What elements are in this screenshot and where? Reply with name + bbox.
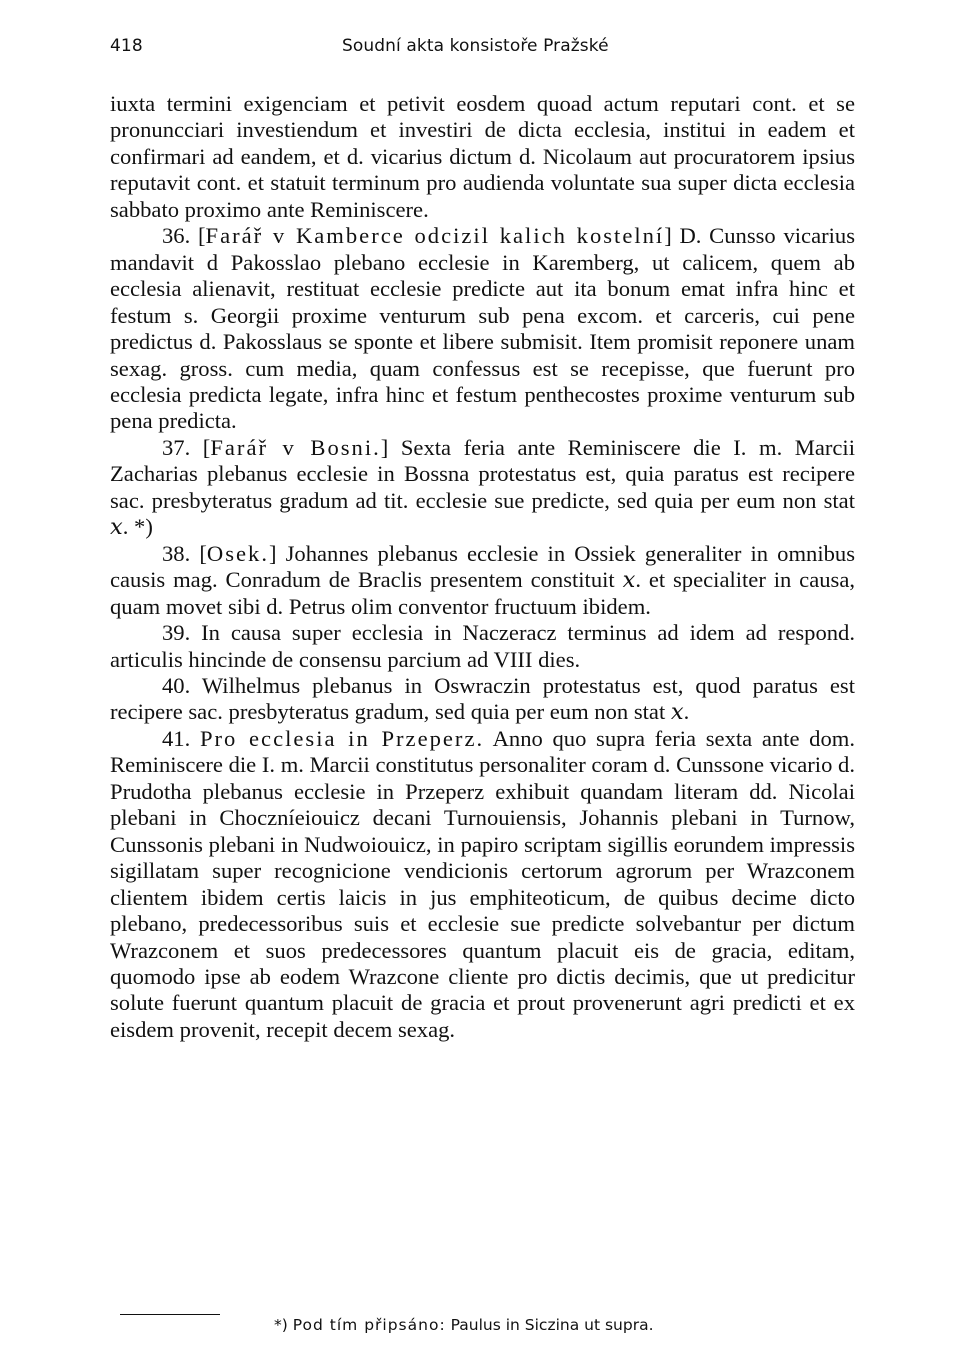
- abbreviation-symbol: 𝑥: [110, 514, 123, 540]
- heading-bracket: [: [197, 223, 206, 249]
- footnote-rule: [120, 1314, 220, 1315]
- entry-number: 41.: [162, 725, 191, 751]
- entry-text: Anno quo supra feria sexta ante dom. Reminiscere die I. m. Marcii constitutus personaliter coram d. Cunssone vicario d. Prudotha plebanus ecclesie in Przeperz exhibuit quandam literam dd. Nicolai plebani in Choczníeiouicz decani Turnouiensis, Johannis plebani in Turnow, Cunssonis plebani in Nudwoiouicz, in papiro scriptam sigillis eorundem impressis sigillatam super recognicione vendicionis certorum agrorum per Wrazconem clientem ibidem certis laicis in jus emphiteoticum, de quibus decime dicto plebano, predecessoribus suis et ecclesie sue predicte solvebantur per dictum Wrazconem et suos predecessores quantum placuit eis de gracia, editam, quomodo ipse ab eodem Wrazcone cliente pro dictis decimis, que ut predicitur solute fuerunt quantum placuit de gracia et prout provenerunt agri predicti et ex eisdem provenit, recepit decem sexag.: [110, 725, 855, 1042]
- abbreviation-symbol: 𝑥: [670, 699, 684, 725]
- entry-number: 37.: [162, 434, 191, 460]
- entry-number: 36.: [162, 223, 191, 249]
- footnote: [274, 1315, 894, 1335]
- entry-number: 38.: [162, 540, 191, 566]
- entry-41: [110, 726, 855, 1043]
- entry-text: D. Cunsso vicarius mandavit d Pakosslao plebano ecclesie in Karemberg, ut calicem, quem ab ecclesia alienavit, restituat ecclesie predicte aut ita bonum emat infra hinc et festum s. Georgii proxime venturum sub pena excom. et carceris, cui pene predictus d. Pakosslaus se sponte et libere submisit. Item promisit reponere unam sexag. gross. cum media, quam confessus est se recepisse, que fuerunt pro ecclesia predicta legate, infra hinc et festum penthecostes proxime venturum sub pena predicta.: [110, 223, 855, 434]
- entry-heading: Farář v Kamberce odcizil kalich kostelní: [205, 223, 665, 249]
- page-number: 418: [110, 36, 143, 56]
- heading-bracket: ]: [380, 434, 389, 460]
- heading-bracket: ]: [268, 540, 277, 566]
- entry-heading: Osek.: [206, 540, 269, 566]
- entry-39: [110, 620, 855, 673]
- entry-text: Sexta feria ante Reminiscere die I. m. Marcii Zacharias plebanus ecclesie in Bossna protestatus est, quia paratus est recipere sac. presbyteratus gradum ad tit. ecclesie sue predicte, sed quia per eum non stat: [110, 434, 855, 513]
- entry-number: 39.: [162, 620, 191, 646]
- footnote-mark: *): [274, 1316, 288, 1334]
- heading-bracket: [: [199, 540, 207, 566]
- entry-38: [110, 541, 855, 620]
- entry-text: In causa super ecclesia in Naczeracz terminus ad idem ad respond. articulis hincinde de consensu parcium ad VIII dies.: [110, 620, 856, 672]
- footnote-reference: . *): [122, 514, 153, 540]
- entry-text: Wilhelmus plebanus in Oswraczin protestatus est, quod paratus est recipere sac. presbyteratus gradum, sed quia per eum non stat: [110, 672, 855, 725]
- entry-text-continued: . et specialiter in causa, quam movet sibi d. Petrus olim conventor fructuum ibidem.: [110, 567, 856, 619]
- document-page: [110, 36, 856, 1334]
- entry-number: 40.: [162, 672, 191, 698]
- abbreviation-symbol: 𝑥: [622, 567, 636, 593]
- running-title: Soudní akta konsistoře Pražské: [342, 36, 609, 56]
- entry-36: [110, 223, 855, 435]
- entry-heading: Pro ecclesia in Przeperz.: [199, 725, 485, 751]
- entry-heading: Farář v Bosni.: [210, 434, 381, 460]
- entry-40: [110, 673, 855, 726]
- entry-text: Johannes plebanus ecclesie in Ossiek generaliter in omnibus causis mag. Conradum de Braclis presentem constituit: [110, 540, 856, 593]
- footnote-label: Pod tím připsáno:: [292, 1316, 446, 1334]
- continuation-paragraph: iuxta termini exigenciam et petivit eosdem quoad actum reputari cont. et se pronuncciari investiendum et investiri de dicta ecclesia, institui in eadem et confirmari ad eandem, et d. vicarius dictum d. Nicolaum aut procuratorem ipsius reputavit cont. et statuit terminum pro audienda voluntate sua super dicta ecclesia sabbato proximo ante Reminiscere.: [110, 91, 855, 222]
- entry-37: [110, 435, 855, 541]
- page-header: [110, 36, 855, 68]
- heading-bracket: [: [202, 434, 211, 460]
- body-text: [110, 91, 855, 1043]
- footnote-text: Paulus in Siczina ut supra.: [450, 1316, 654, 1334]
- heading-bracket: ]: [664, 223, 672, 249]
- entry-text-end: .: [683, 699, 690, 725]
